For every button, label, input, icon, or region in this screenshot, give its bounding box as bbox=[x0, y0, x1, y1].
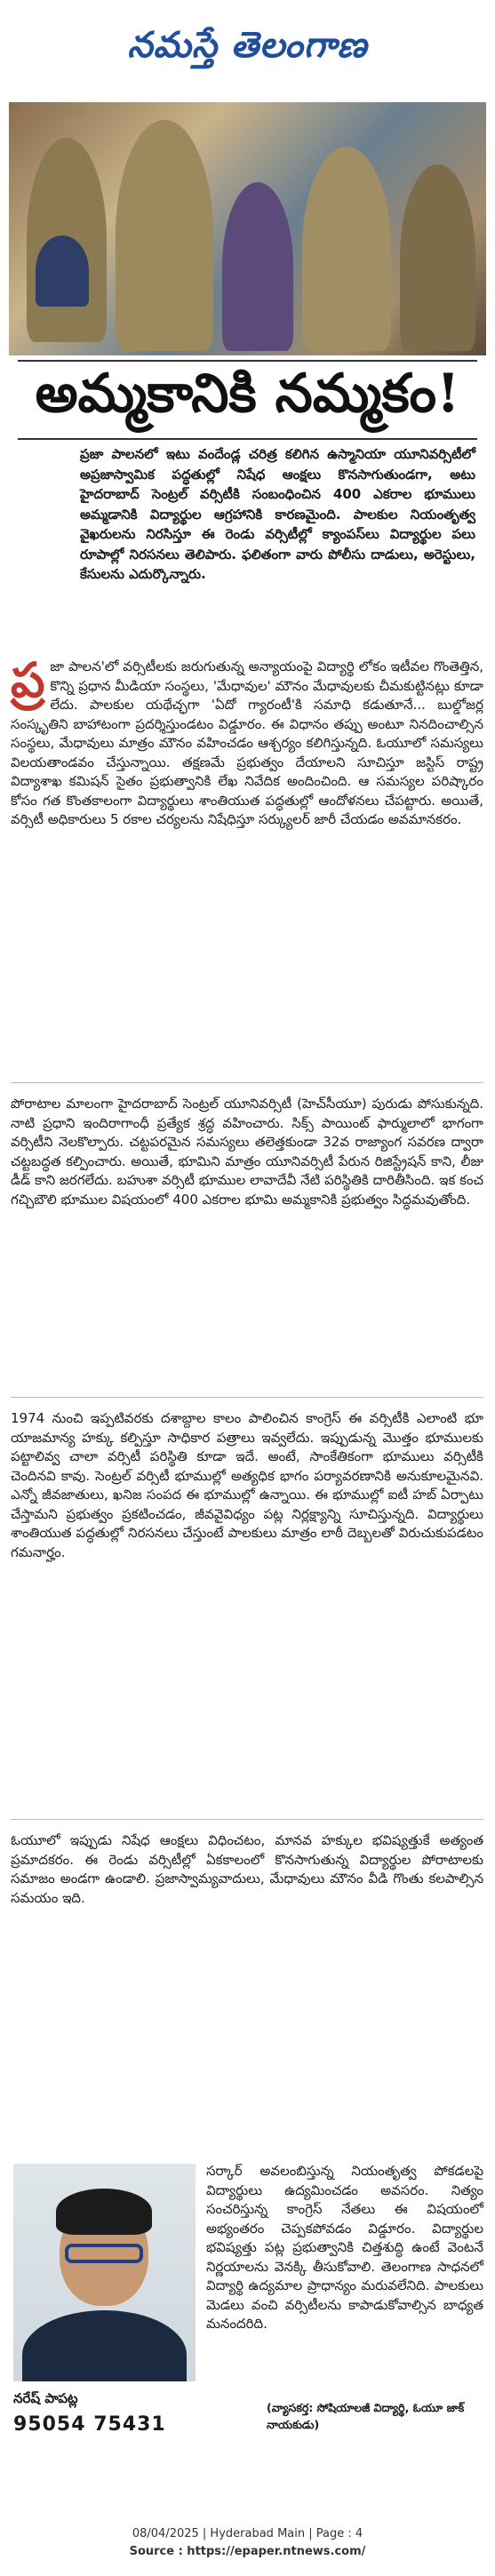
headline-bottom-rule bbox=[18, 438, 477, 440]
dropcap: ప్ర bbox=[11, 651, 45, 708]
masthead-title: నమస్తే తెలంగాణ bbox=[127, 23, 368, 66]
separator-2 bbox=[11, 1397, 483, 1398]
right-column-text: సర్కార్ అవలంబిస్తున్న నియంతృత్వ పోకడలపై విద్యార్థులు ఉద్యమించడం అవసరం. నిత్యం సంచరిస్తున్న కాంగ్రెస్ నేతలు ఈ విషయంలో అభ్యంతరం చెప్పకపోవడం విడ్డూరం. విద్యార్థుల భవిష్యత్తు పట్ల ప్రభుత్వానికి చిత్తశుద్ధి ఉంటే వెంటనే నిర్ణయాలను వెనక్కి తీసుకోవాలి. తెలంగాణ సాధనలో విద్యార్థి ఉద్యమాల ప్రాధాన్యం మరువలేనిది. పాలకులు మెడలు వంచి వర్సిటీలను కాపాడుకోవాల్సిన బాధ్యత మనందరిది. bbox=[206, 2163, 483, 2332]
author-photo bbox=[13, 2164, 196, 2381]
paragraph-1-text: జా పాలన'లో వర్సిటీలకు జరుగుతున్న అన్యాయంపై విద్యార్థి లోకం ఇటీవల గొంతెత్తిన, కొన్ని ప్రధాన మీడియా సంస్థలు, 'మేధావుల' మౌనం మేధావులకు చీమకుట్టినట్లు కూడా లేదు. పాలకుల యథేచ్ఛగా 'ఏదో గ్యారంటీ'కి సమాధి కడుతూనే... బుల్డోజర్ల సంస్కృతిని బాహాటంగా ప్రదర్శిస్తుండటం విడ్డూరం. ఈ విధానం తప్పు అంటూ నినదించాల్సిన సంస్థలు, మేధావులు మాత్రం మౌనం వహించడం ఆశ్చర్యం కలిగిస్తున్నది. ఓయూలో సమస్యలు విలయతాండవం చేస్తున్నాయి. తక్షణమే ప్రభుత్వం దేయాలని సూచిస్తూ జస్టిస్ రాష్ట్ర విద్యాశాఖ కమిషన్ సైతం ప్రభుత్వానికి లేఖ నివేదిక అందించింది. ఆ సమస్యల పరిష్కారం కోసం గత కొంతకాలంగా విద్యార్థులు శాంతియుత పద్ధతుల్లో ఆందోళనలు చేపట్టారు. అయితే, వర్సిటీ అధికారులు 5 రకాల చర్యలను నిషేధిస్తూ సర్క్యులర్ జారీ చేయడం అవమానకరం. bbox=[11, 658, 483, 827]
intro-paragraph: ప్రజా పాలనలో ఇటు వందేండ్ల చరిత్ర కలిగిన ఉస్మానియా యూనివర్సిటీలో అప్రజాస్వామిక పద్ధతుల్లో నిషేధ ఆంక్షలు కొనసాగుతుండగా, అటు హైదరాబాద్ సెంట్రల్ వర్సిటీకి సంబంధించిన 400 ఎకరాల భూములు అమ్మడానికి విద్యార్థుల ఆగ్రహానికి కారణమైంది. పాలకుల నియంతృత్వ వైఖరులను నిరసిస్తూ ఈ రెండు వర్సిటీల్లో క్యాంపస్‌లు విద్యార్థుల పలు రూపాల్లో నిరసనలు తెలిపారు. ఫలితంగా వారు పోలీసు దాడులు, అరెస్టులు, కేసులను ఎదుర్కొన్నారు. bbox=[80, 446, 475, 582]
news-photo bbox=[9, 102, 486, 355]
headline-text: అమ్మకానికి నమ్మకం! bbox=[35, 363, 460, 425]
author-phone: 95054 75431 bbox=[13, 2413, 166, 2436]
author-byline: (వ్యాసకర్త: సోషియాలజీ విద్యార్థి, ఓయూ జాక్ నాయకుడు) bbox=[267, 2401, 465, 2431]
separator-1 bbox=[11, 1082, 483, 1083]
headline bbox=[9, 364, 486, 435]
article-paragraph-4: ఓయూలో ఇప్పుడు నిషేధ ఆంక్షలు విధించటం, మానవ హక్కుల భవిష్యత్తుకే అత్యంత ప్రమాదకరం. ఈ రెండు వర్సిటీల్లో ఏకకాలంలో కొనసాగుతున్న విద్యార్థుల పోరాటాలకు సమాజం అండగా ఉండాలి. ప్రజాస్వామ్యవాదులు, మేధావులు మౌనం వీడి గొంతు కలపాల్సిన సమయం ఇది. bbox=[11, 1832, 483, 1906]
footer-source: Source : https://epaper.ntnews.com/ bbox=[129, 2545, 366, 2558]
newspaper-masthead bbox=[0, 0, 495, 98]
separator-3 bbox=[11, 1819, 483, 1820]
article-paragraph-1 bbox=[11, 651, 483, 830]
footer-date: 08/04/2025 | Hyderabad Main | Page : 4 bbox=[132, 2527, 363, 2540]
author-name: నరేష్ పాపట్ల bbox=[13, 2390, 78, 2406]
article-paragraph-3: 1974 నుంచి ఇప్పటివరకు దశాబ్దాల కాలం పాలించిన కాంగ్రెస్ ఈ వర్సిటీకి ఎలాంటి భూ యాజమాన్య హక్కు కల్పిస్తూ సాధికార పత్రాలు ఇవ్వలేదు. ఇప్పుడున్న మొత్తం భూములకు పట్టాలివ్వ చాలా వర్సిటీ పరిస్థితి కూడా ఇదే. అంటే, సాంకేతికంగా భూములు వర్సిటీకి చెందినవి కావు. సెంట్రల్ వర్సిటీ భూముల్లో అత్యధిక భాగం పర్యావరణానికి అనుకూలమైనవి. ఎన్నో జీవజాతులు, ఖనిజ సంపద ఈ భూముల్లో ఉన్నాయి. ఈ భూముల్లో ఐటీ హబ్ ఏర్పాటు చేస్తామని ప్రభుత్వం ప్రకటించడం, జీవవైవిధ్యం పట్ల నిర్లక్ష్యాన్ని సూచిస్తున్నది. విద్యార్థులు శాంతియుత పద్ధతుల్లో నిరసనలు చేస్తుంటే పాలకులు మాత్రం లాఠీ దెబ్బలతో విరుచుకుపడటం గమనార్హం. bbox=[11, 1410, 483, 1560]
article-paragraph-2: పోరాటాల మాలంగా హైదరాబాద్ సెంట్రల్ యూనివర్సిటీ (హెచ్‌సీయూ) పురుడు పోసుకున్నది. నాటి ప్రధాని ఇందిరాగాంధీ ప్రత్యేక శ్రద్ధ వహించారు. సిక్స్ పాయింట్ ఫార్ములాలో భాగంగా వర్సిటీని నెలకొల్పారు. చట్టపరమైన సమస్యలు తలెత్తకుండా 32వ రాజ్యాంగ సవరణ ద్వారా చట్టబద్ధత కల్పించారు. అయితే, భూమిని మాత్రం యూనివర్సిటీ పేరున రిజిస్ట్రేషన్ కాని, లీజు డీడ్ కాని జరగలేదు. బహుశా వర్సిటీ భూముల లావాదేవీ నేటి పరిస్థితికి దారితీసింది. ఇక కంచ గచ్చిబౌలి భూముల విషయంలో 400 ఎకరాల భూమి అమ్మకానికి ప్రభుత్వం సిద్ధమవుతోంది. bbox=[11, 1096, 483, 1208]
headline-top-rule bbox=[18, 360, 477, 362]
